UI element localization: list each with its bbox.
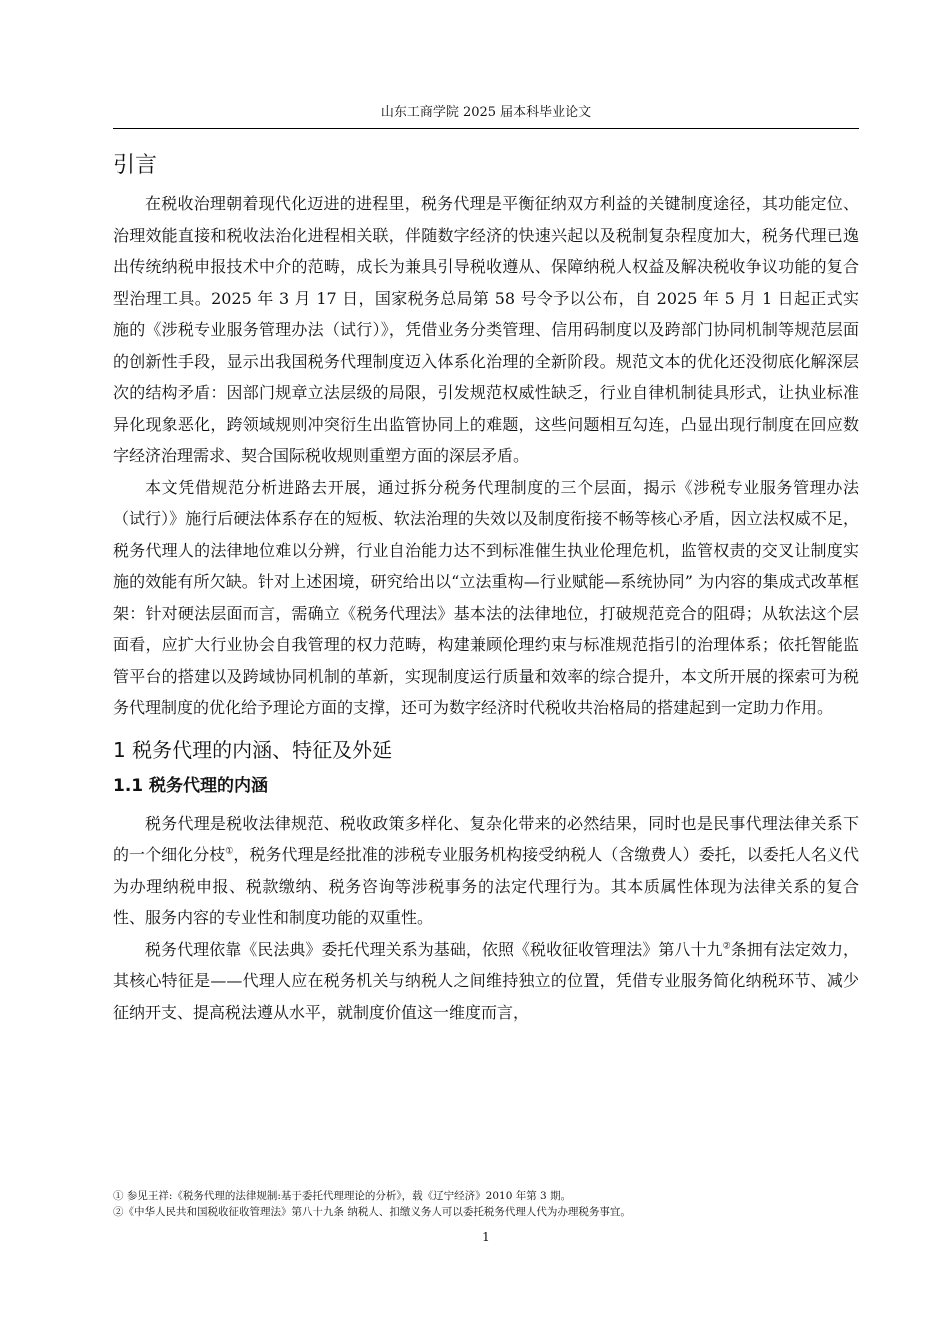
paragraph-text: ，税务代理是经批准的涉税专业服务机构接受纳税人（含缴费人）委托，以委托人名义代为办理纳税申报、税款缴纳、税务咨询等涉税事务的法定代理行为。其本质属性体现为法律关系的复合性、服务内容的专业性和制度功能的双重性。 xyxy=(113,845,859,927)
intro-paragraph-1: 在税收治理朝着现代化迈进的进程里，税务代理是平衡征纳双方利益的关键制度途径，其功能定位、治理效能直接和税收法治化进程相关联，伴随数字经济的快速兴起以及税制复杂程度加大，税务代理已逸出传统纳税申报技术中介的范畴，成长为兼具引导税收遵从、保障纳税人权益及解决税收争议功能的复合型治理工具。2025 年 3 月 17 日，国家税务总局第 58 号令予以公布，自 2025 年 5 月 1 日起正式实施的《涉税专业服务管理办法（试行）》，凭借业务分类管理、信用码制度以及跨部门协同机制等规范层面的创新性手段，显示出我国税务代理制度迈入体系化治理的全新阶段。规范文本的优化还没彻底化解深层次的结构矛盾：因部门规章立法层级的局限，引发规范权威性缺乏，行业自律机制徒具形式，让执业标准异化现象恶化，跨领域规则冲突衍生出监管协同上的难题，这些问题相互勾连，凸显出现行制度在回应数字经济治理需求、契合国际税收规则重塑方面的深层矛盾。 xyxy=(113,194,859,465)
footnote-ref-2[interactable]: ② xyxy=(722,941,731,952)
footnote-1: ① 参见王祥:《税务代理的法律规制:基于委托代理理论的分析》，载《辽宁经济》2010 年第 3 期。 xyxy=(113,1190,572,1202)
running-header: 山东工商学院 2025 届本科毕业论文 xyxy=(380,105,592,120)
section-1-heading: 1 税务代理的内涵、特征及外延 xyxy=(113,737,393,762)
footnote-ref-1[interactable]: ① xyxy=(225,846,234,857)
paragraph-text: 条拥有法定效力，其核心特征是——代理人应在税务机关与纳税人之间维持独立的位置，凭借专业服务简化纳税环节、减少征纳开支、提高税法遵从水平，就制度价值这一维度而言， xyxy=(113,939,859,1022)
footnotes xyxy=(113,1188,859,1220)
intro-paragraph-2: 本文凭借规范分析进路去开展，通过拆分税务代理制度的三个层面，揭示《涉税专业服务管理办法（试行）》施行后硬法体系存在的短板、软法治理的失效以及制度衔接不畅等核心矛盾，因立法权威不足，税务代理人的法律地位难以分辨，行业自治能力达不到标准催生执业伦理危机，监管权责的交叉让制度实施的效能有所欠缺。针对上述困境，研究给出以“立法重构—行业赋能—系统协同” 为内容的集成式改革框架：针对硬法层面而言，需确立《税务代理法》基本法的法律地位，打破规范竞合的阻碍；从软法这个层面看，应扩大行业协会自我管理的权力范畴，构建兼顾伦理约束与标准规范指引的治理体系；依托智能监管平台的搭建以及跨域协同机制的革新，实现制度运行质量和效率的综合提升，本文所开展的探索可为税务代理制度的优化给予理论方面的支撑，还可为数字经济时代税收共治格局的搭建起到一定助力作用。 xyxy=(113,477,859,717)
paragraph-text: 税务代理是税收法律规范、税收政策多样化、复杂化带来的必然结果，同时也是民事代理法律关系下的一个细化分枝 xyxy=(113,813,859,864)
paragraph-text: 税务代理依靠《民法典》委托代理关系为基础，依照《税收征收管理法》第八十九 xyxy=(145,939,723,959)
header-rule xyxy=(113,128,859,129)
intro-heading: 引言 xyxy=(113,153,158,178)
section-1-1-paragraph-2 xyxy=(113,934,859,1029)
section-1-1-heading: 1.1 税务代理的内涵 xyxy=(113,775,269,796)
page-number: 1 xyxy=(482,1230,490,1244)
footnote-2: ②《中华人民共和国税收征收管理法》第八十九条 纳税人、扣缴义务人可以委托税务代理人代为办理税务事宜。 xyxy=(113,1206,631,1218)
main-content xyxy=(113,148,859,1028)
section-1-1-paragraph-1 xyxy=(113,808,859,934)
